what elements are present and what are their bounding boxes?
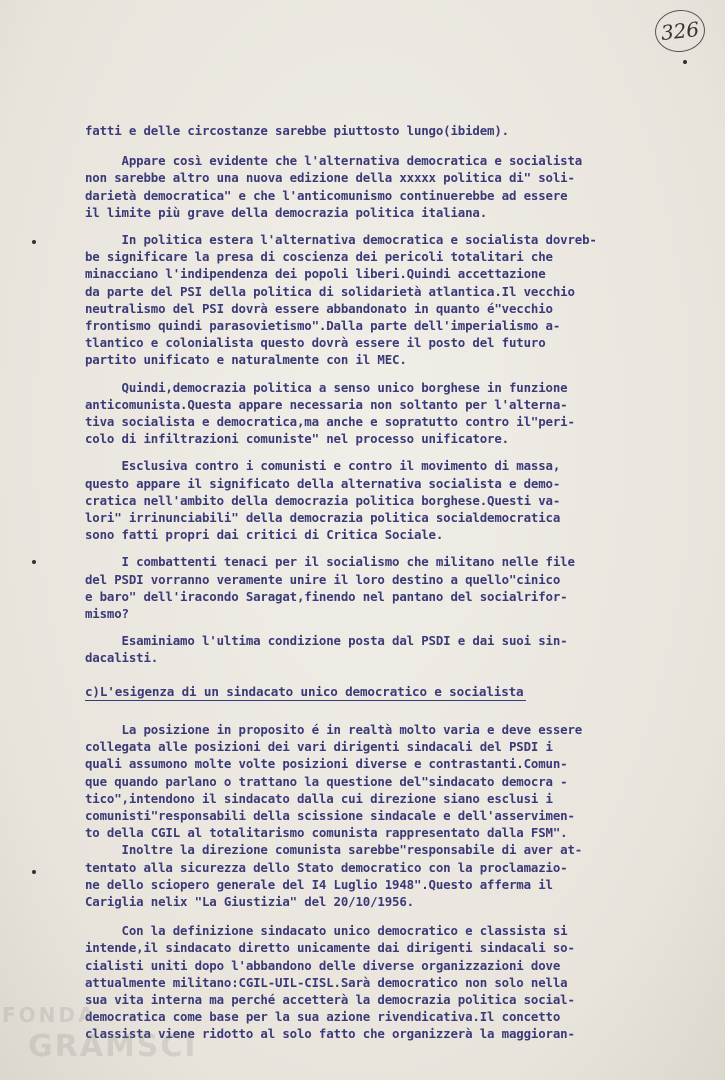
page-number-stamp: 326 — [653, 8, 707, 55]
paragraph: Quindi,democrazia politica a senso unico borghese in funzione anticomunista.Questa appare necessaria non soltanto per l'alterna- tiva socialista e democratica,ma anche e sopratutto contro il"peri- colo di infiltrazioni comuniste" nel processo unificatore. — [85, 379, 575, 447]
margin-dot — [32, 870, 36, 874]
watermark-line-1: FONDA — [2, 1003, 97, 1027]
paragraph: Esaminiamo l'ultima condizione posta dal PSDI e dai suoi sin- dacalisti. — [85, 633, 568, 666]
document-body — [85, 122, 680, 1053]
margin-dot — [32, 560, 36, 564]
paragraph: Con la definizione sindacato unico democratico e classista si intende,il sindacato diretto unicamente dai dirigenti sindacali so- cialisti uniti dopo l'abbandono delle diverse organizzazioni dove attualmente militano:CGIL-UIL-CISL.Sarà democratico non solo nella sua vita interna ma perché accetterà la democrazia politica social- democratica come base per la sua azione rivendicativa.Il concetto classista viene ridotto al solo fatto che organizzerà la maggioran- — [85, 923, 575, 1042]
archive-watermark — [0, 995, 210, 1080]
paragraph: La posizione in proposito é in realtà molto varia e deve essere collegata alle posizioni dei vari dirigenti sindacali del PSDI i quali assumono molte volte posizioni diverse e contrastanti.Comun- que quando parlano o trattano la questione del"sindacato democra - tico",intendono il sindacato dalla cui direzione siano esclusi i comunisti"responsabili della scissione sindacale e dell'asservimen- to della CGIL al totalitarismo comunista rappresentato dalla FSM". Inoltre la direzione comunista sarebbe"responsabile di aver at- tentato alla sicurezza dello Stato democratico con la proclamazio- ne dello sciopero generale del I4 Luglio 1948".Questo afferma il Cariglia nelix "La Giustizia" del 20/10/1956. — [85, 721, 583, 909]
margin-dot — [683, 60, 687, 64]
paragraph: fatti e delle circostanze sarebbe piuttosto lungo(ibidem). — [85, 123, 509, 138]
paragraph: Esclusiva contro i comunisti e contro il movimento di massa, questo appare il significato della alternativa socialista e demo- cratica nell'ambito della democrazia politica borghese.Questi va- lori" irrinunciabili" della democrazia politica socialdemocratica sono fatti propri dai critici di Critica Sociale. — [85, 458, 561, 543]
paragraph: I combattenti tenaci per il socialismo che militano nelle file del PSDI vorranno veramente unire il loro destino a quello"cinico e baro" dell'iracondo Saragat,finendo nel pantano del socialrifor- mismo? — [85, 554, 575, 622]
margin-dot — [32, 240, 36, 244]
paragraph: Appare così evidente che l'alternativa democratica e socialista non sarebbe altro una nuova edizione della xxxxx politica di" soli- darietà democratica" e che l'anticomunismo continuerebbe ad essere il limite più grave della democrazia politica italiana. — [85, 153, 583, 220]
section-heading: c)L'esigenza di un sindacato unico democratico e socialista — [85, 683, 526, 701]
paragraph: In politica estera l'alternativa democratica e socialista dovreb- be significare la presa di coscienza dei pericoli totalitari che minacciano l'indipendenza dei popoli liberi.Quindi accettazione da parte del PSI della politica di solidarietà atlantica.Il vecchio neutralismo del PSI dovrà essere abbandonato in quanto é"vecchio frontismo quindi parasovietismo".Dalla parte dell'imperialismo a- tlantico e colonialista questo dovrà essere il posto del futuro partito unificato e naturalmente con il MEC. — [85, 232, 597, 368]
watermark-line-2: GRAMSCI — [28, 1029, 198, 1064]
